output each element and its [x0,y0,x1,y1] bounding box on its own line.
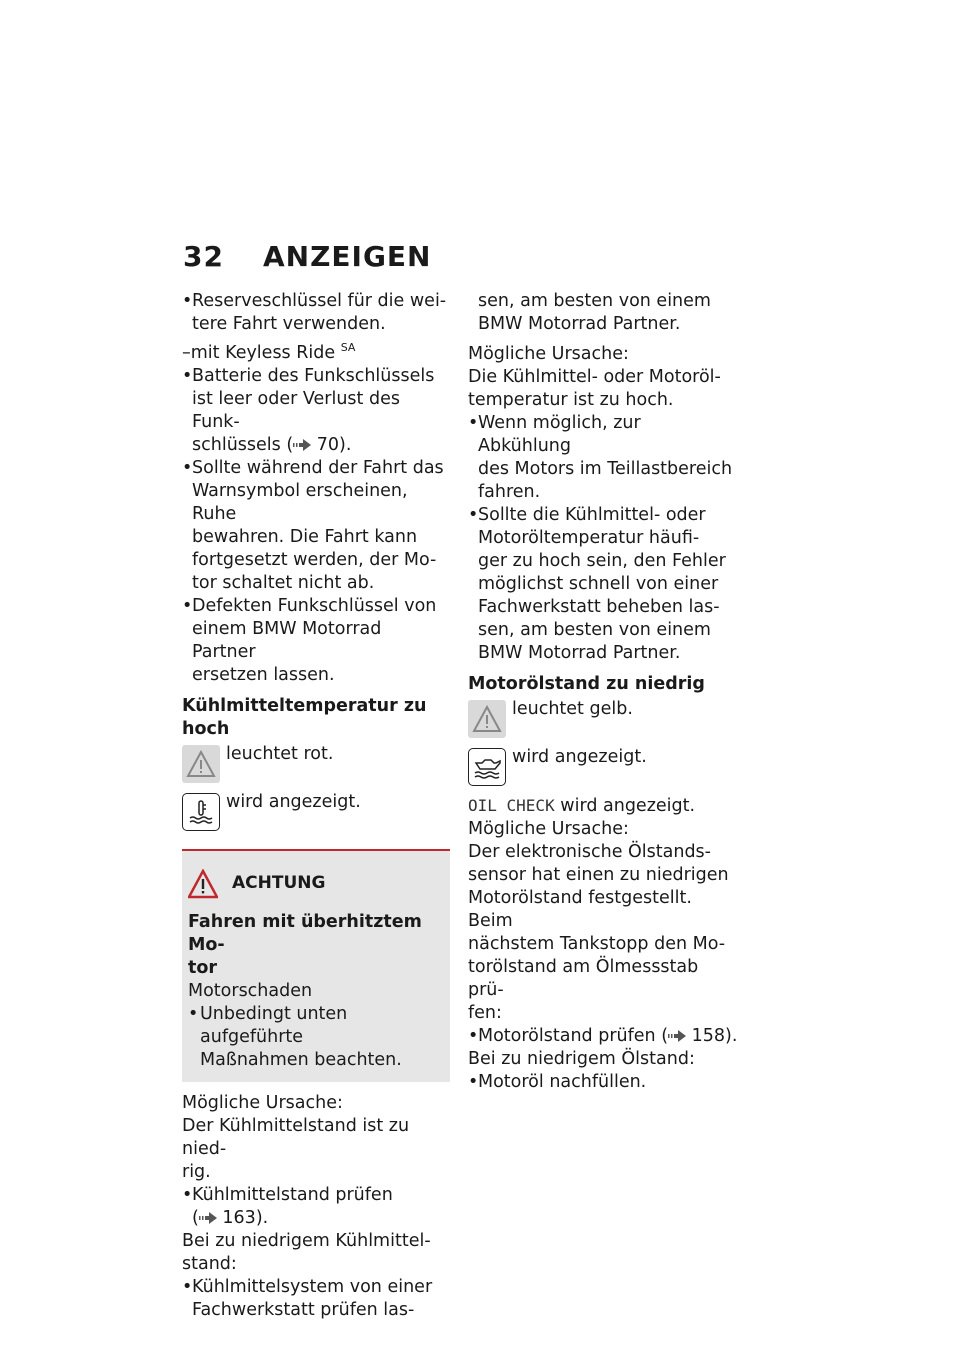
list-item: • Motoröl nachfüllen. [468,1071,738,1094]
caution-triangle-icon [188,869,218,899]
sa-superscript: SA [340,341,356,354]
indicator-text: leuchtet gelb. [512,699,633,719]
indicator-row [182,743,450,783]
section-heading-coolant: Kühlmitteltemperatur zu hoch [182,695,427,739]
list-item-continuation: tere Fahrt verwenden. [192,314,386,334]
warning-triangle-icon [468,700,506,738]
indicator-row [468,746,738,786]
left-column: • Reserveschlüssel für die wei- tere Fahrt verwenden. –mit Keyless Ride $^{SA}$ • Batterie des Funkschlüssels ist leer oder Verlust des Funk- schlüssels ( 70). • Sollte während der Fahrt das Warnsymbol erscheinen, Ruhe bewahren. Die Fahrt kann fortgesetzt werden, der Mo- tor schaltet nicht ab. • Defekten Funkschlüssel von einem BMW Motorrad Partner ersetzen lassen. Kühlmitteltemperatur zu hoch leuchtet rot. wird angezeigt. ACHTUNG Fahren mit überhitztem Mo- tor Motorschaden • Unbedingt unten aufgeführte Maßnahmen beachten. Mögliche Ursache: Der Kühlmittelstand ist zu nied- rig. • Kühlmittelstand prüfen ( 163). Bei zu niedrigem Kühlmittel- stand: • Kühlmittelsystem von einer Fachwerkstatt prüfen las- [182,290,450,1322]
cause-label: Mögliche Ursache: [468,819,629,839]
list-item: • Reserveschlüssel für die wei- [182,290,450,313]
condition-line: –mit Keyless Ride $^{SA}$ [182,341,356,363]
list-item: • Wenn möglich, zur Abkühlung [468,412,738,458]
list-item: • Sollte die Kühlmittel- oder [468,504,738,527]
caution-title: ACHTUNG [188,869,444,899]
cause-label: Mögliche Ursache: [468,344,629,364]
indicator-row [182,791,450,831]
list-item: • Defekten Funkschlüssel von [182,595,450,618]
page-reference-line: ( 163). [192,1207,269,1228]
caution-action: • Unbedingt unten aufgeführte Maßnahmen beachten. [188,1003,444,1072]
indicator-row [468,698,738,738]
page-reference[interactable]: 70 [316,434,340,455]
list-item: • Kühlmittelsystem von einer [182,1276,450,1299]
caution-box [182,849,450,1082]
list-item: • Batterie des Funkschlüssels [182,365,450,388]
page-reference-arrow-icon [293,439,311,451]
page-reference[interactable]: 158 [691,1026,726,1046]
indicator-text: leuchtet rot. [226,743,334,764]
page-number: 32 [183,240,224,273]
cause-label: Mögliche Ursache: [182,1092,343,1113]
page-reference-arrow-icon [199,1212,217,1224]
section-heading-oil-level: Motorölstand zu niedrig [468,674,705,694]
indicator-text: wird angezeigt. [512,747,647,767]
oil-check-display-text: OIL CHECK [468,796,555,815]
page-reference-arrow-icon [668,1030,686,1042]
indicator-text: wird angezeigt. [226,791,361,812]
page-reference-line: schlüssels ( 70). [192,434,352,455]
page-header [183,240,432,273]
right-column: sen, am besten von einem BMW Motorrad Partner. Mögliche Ursache: Die Kühlmittel- oder Motoröl- temperatur ist zu hoch. • Wenn möglich, zur Abkühlung des Motors im Teillastbereich fahren. • Sollte die Kühlmittel- oder Motoröltemperatur häufi- ger zu hoch sein, den Fehler möglichst schnell von einer Fachwerkstatt beheben las- sen, am besten von einem BMW Motorrad Partner. Motorölstand zu niedrig leuchtet gelb. wird angezeigt. OIL CHECK wird angezeigt. Mögliche Ursache: Der elektronische Ölstands- sensor hat einen zu niedrigen Motorölstand festgestellt. Beim nächstem Tankstopp den Mo- torölstand am Ölmessstab prü- fen: • Motorölstand prüfen ( 158). Bei zu niedrigem Ölstand: • Motoröl nachfüllen. [468,290,738,1094]
oil-check-line: OIL CHECK wird angezeigt. [468,796,696,816]
list-item: • Sollte während der Fahrt das [182,457,450,480]
list-item: • Motorölstand prüfen ( 158). [468,1025,738,1048]
warning-triangle-icon [182,745,220,783]
list-item: • Kühlmittelstand prüfen [182,1184,450,1207]
caution-hazard: Fahren mit überhitztem Mo- tor [188,911,422,978]
coolant-temperature-icon [182,793,220,831]
page-title: ANZEIGEN [263,240,432,273]
page-reference[interactable]: 163 [222,1207,256,1228]
oil-can-icon [468,748,506,786]
list-item-continuation: sen, am besten von einem [478,291,711,311]
caution-consequence: Motorschaden [188,980,313,1001]
